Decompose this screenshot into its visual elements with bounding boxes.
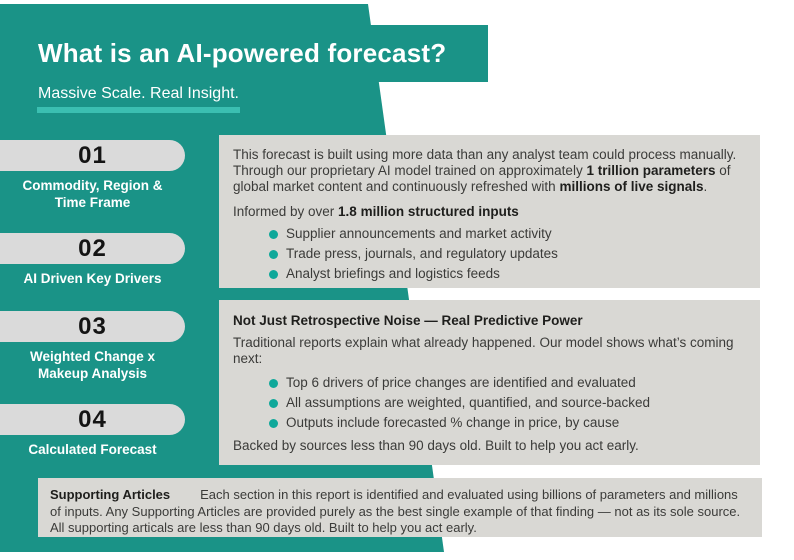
predictive-power-box xyxy=(219,300,760,465)
list-item-text: Outputs include forecasted % change in price, by cause xyxy=(286,415,620,430)
section-paragraph: Traditional reports explain what already happened. Our model shows what’s coming next: xyxy=(233,335,734,366)
list-item xyxy=(233,395,746,411)
list-item xyxy=(233,375,746,391)
intro-paragraph xyxy=(233,147,746,195)
step-number: 01 xyxy=(78,141,107,169)
bullet-dot-icon xyxy=(269,379,278,388)
step-number: 04 xyxy=(78,405,107,433)
intro-bold-parameters: 1 trillion parameters xyxy=(586,163,716,178)
step-number-pill xyxy=(0,140,185,171)
informed-text: Informed by over xyxy=(233,204,339,219)
list-item-text: Analyst briefings and logistics feeds xyxy=(286,266,500,281)
bullet-dot-icon xyxy=(269,399,278,408)
step-label: Calculated Forecast xyxy=(28,442,157,457)
bullet-dot-icon xyxy=(269,270,278,279)
intro-bold-signals: millions of live signals xyxy=(559,179,704,194)
bullet-dot-icon xyxy=(269,230,278,239)
list-item xyxy=(233,415,746,431)
step-label: Weighted Change x Makeup Analysis xyxy=(29,349,155,381)
list-item-text: Top 6 drivers of price changes are identified and evaluated xyxy=(286,375,636,390)
informed-bold-inputs: 1.8 million structured inputs xyxy=(338,204,519,219)
sources-note: Backed by sources less than 90 days old. Built to help you act early. xyxy=(233,438,639,453)
intro-text: of global market content and continuously refreshed with xyxy=(233,163,731,194)
data-scale-box xyxy=(219,135,760,288)
step-number-pill xyxy=(0,233,185,264)
input-sources-list xyxy=(233,226,746,282)
bullet-dot-icon xyxy=(269,419,278,428)
step-label: Commodity, Region & Time Frame xyxy=(22,178,163,210)
supporting-articles-text: Each section in this report is identified and evaluated using billions of parameters and millions of inputs. Any Supporting Articles are provided purely as the best single example of that finding — not as its sole source. All supporting articals are less than 90 days old. Built to help you act early. xyxy=(50,487,741,535)
sidebar-step-2 xyxy=(0,233,185,288)
supporting-articles-label: Supporting Articles xyxy=(50,487,171,502)
intro-text: This forecast is built using more data than any analyst team could process manually. Through our proprietary AI model trained on approximately xyxy=(233,147,737,178)
subtitle-underline-bar xyxy=(37,107,240,113)
sidebar-step-3 xyxy=(0,311,185,383)
step-number-pill xyxy=(0,311,185,342)
list-item xyxy=(233,246,746,262)
list-item-text: All assumptions are weighted, quantified, and source-backed xyxy=(286,395,650,410)
bullet-dot-icon xyxy=(269,250,278,259)
list-item-text: Trade press, journals, and regulatory updates xyxy=(286,246,558,261)
step-number: 03 xyxy=(78,312,107,340)
section-heading: Not Just Retrospective Noise — Real Predictive Power xyxy=(233,313,583,328)
sidebar-step-1 xyxy=(0,140,185,212)
step-number-pill xyxy=(0,404,185,435)
model-outputs-list xyxy=(233,375,746,431)
list-item xyxy=(233,226,746,242)
intro-text: . xyxy=(703,179,708,194)
sidebar-step-4 xyxy=(0,404,185,459)
step-number: 02 xyxy=(78,234,107,262)
supporting-articles-box xyxy=(38,478,762,537)
list-item xyxy=(233,266,746,282)
informed-line xyxy=(233,204,746,220)
page-title: What is an AI-powered forecast? xyxy=(38,38,447,68)
step-label: AI Driven Key Drivers xyxy=(23,271,162,286)
page-subtitle: Massive Scale. Real Insight. xyxy=(38,85,239,102)
title-banner xyxy=(0,25,488,82)
list-item-text: Supplier announcements and market activity xyxy=(286,226,552,241)
